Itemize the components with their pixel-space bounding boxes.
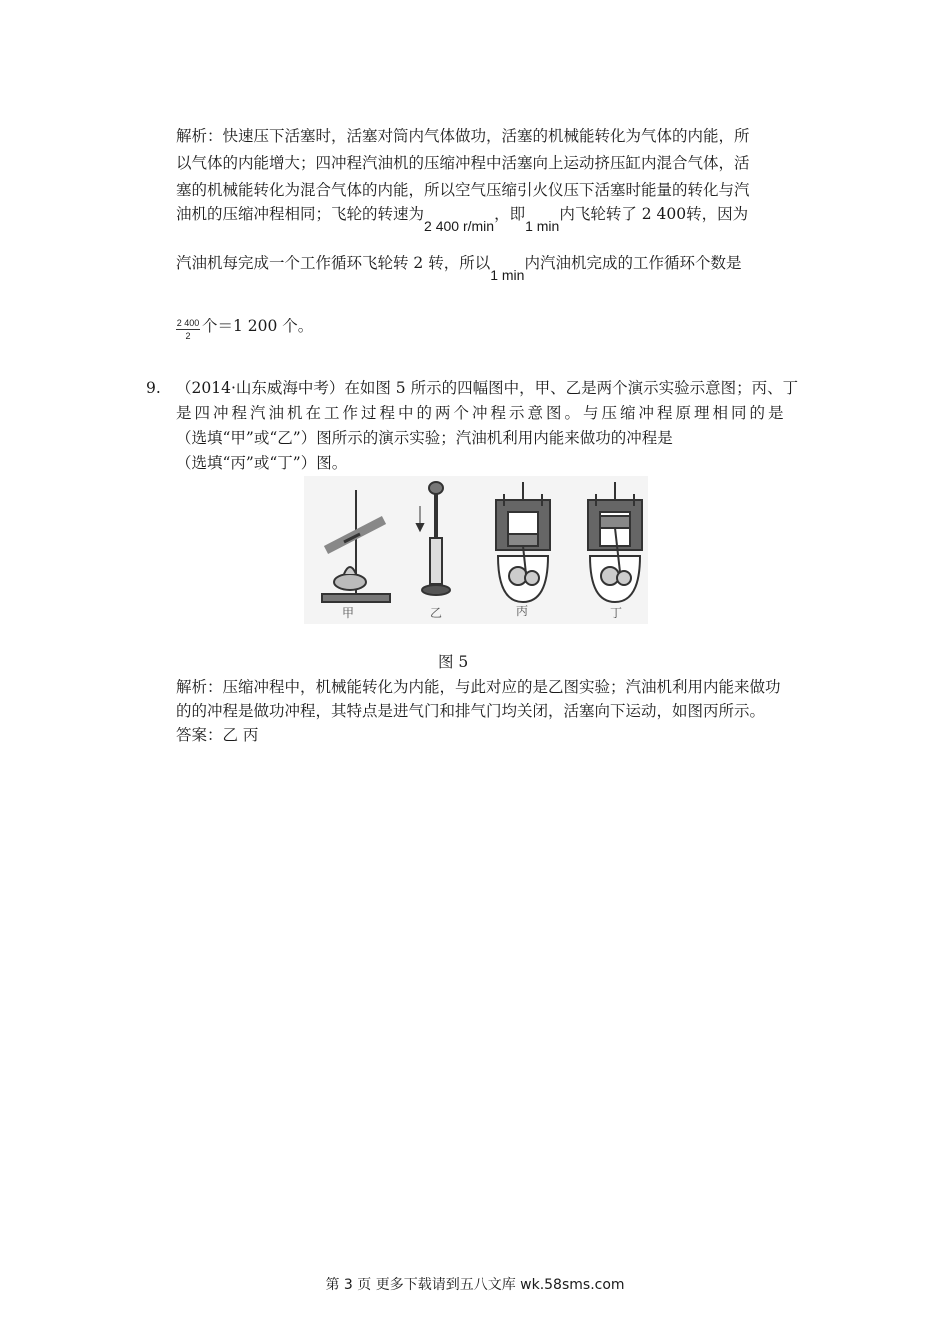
question9-line1: （2014·山东威海中考）在如图 5 所示的四幅图中，甲、乙是两个演示实验示意图；丙、丁: [176, 379, 799, 397]
analysis1-line4: [176, 204, 749, 234]
label-jia: 甲: [342, 606, 355, 620]
fraction: [176, 318, 200, 341]
figure-5: [304, 476, 648, 624]
question9-line2: 是四冲程汽油机在工作过程中的两个冲程示意图。与压缩冲程原理相同的是: [176, 404, 787, 422]
label-yi: 乙: [430, 606, 443, 620]
figure-caption: 图 5: [438, 653, 469, 671]
answer: 答案：乙 丙: [176, 726, 259, 744]
analysis1-line5-b: 内汽油机完成的工作循环个数是: [524, 254, 742, 272]
label-bing: 丙: [516, 604, 529, 618]
fraction-denominator: 2: [185, 331, 191, 341]
engine-bing: [496, 482, 550, 602]
engine-ding: [588, 482, 642, 602]
speed-value: 2 400 r/min: [424, 218, 495, 234]
analysis1-line5-a: 汽油机每完成一个工作循环飞轮转 2 转，所以: [176, 254, 491, 272]
analysis1-line4-b: ，即: [494, 205, 526, 223]
analysis1-line4-a: 油机的压缩冲程相同；飞轮的转速为: [176, 205, 425, 223]
analysis1-line6: 个＝1 200 个。: [202, 317, 314, 335]
analysis1-line2: 以气体的内能增大；四冲程汽油机的压缩冲程中活塞向上运动挤压缸内混合气体，活: [176, 154, 750, 172]
time-value-2: 1 min: [490, 267, 525, 283]
analysis1-line3: 塞的机械能转化为混合气体的内能，所以空气压缩引火仪压下活塞时能量的转化与汽: [176, 181, 750, 199]
question9-line3: （选填“甲”或“乙”）图所示的演示实验；汽油机利用内能来做功的冲程是: [176, 429, 673, 447]
analysis1-line1: 解析：快速压下活塞时，活塞对筒内气体做功，活塞的机械能转化为气体的内能，所: [176, 127, 750, 145]
analysis1-line5: [176, 253, 742, 283]
fraction-bar: [176, 329, 200, 330]
page-footer: 第 3 页 更多下载请到五八文库 wk.58sms.com: [325, 1277, 625, 1293]
analysis2-line2: 的的冲程是做功冲程，其特点是进气门和排气门均关闭，活塞向下运动，如图丙所示。: [176, 702, 766, 720]
time-value: 1 min: [525, 218, 560, 234]
figure-illustration: [304, 476, 648, 624]
analysis2-line1: 解析：压缩冲程中，机械能转化为内能，与此对应的是乙图实验；汽油机利用内能来做功: [176, 678, 781, 696]
question9-line4: （选填“丙”或“丁”）图。: [176, 454, 348, 472]
label-ding: 丁: [610, 606, 623, 620]
fraction-numerator: 2 400: [176, 318, 200, 328]
analysis1-line4-c: 内飞轮转了 2 400转，因为: [559, 205, 749, 223]
question-number: 9.: [146, 379, 161, 397]
